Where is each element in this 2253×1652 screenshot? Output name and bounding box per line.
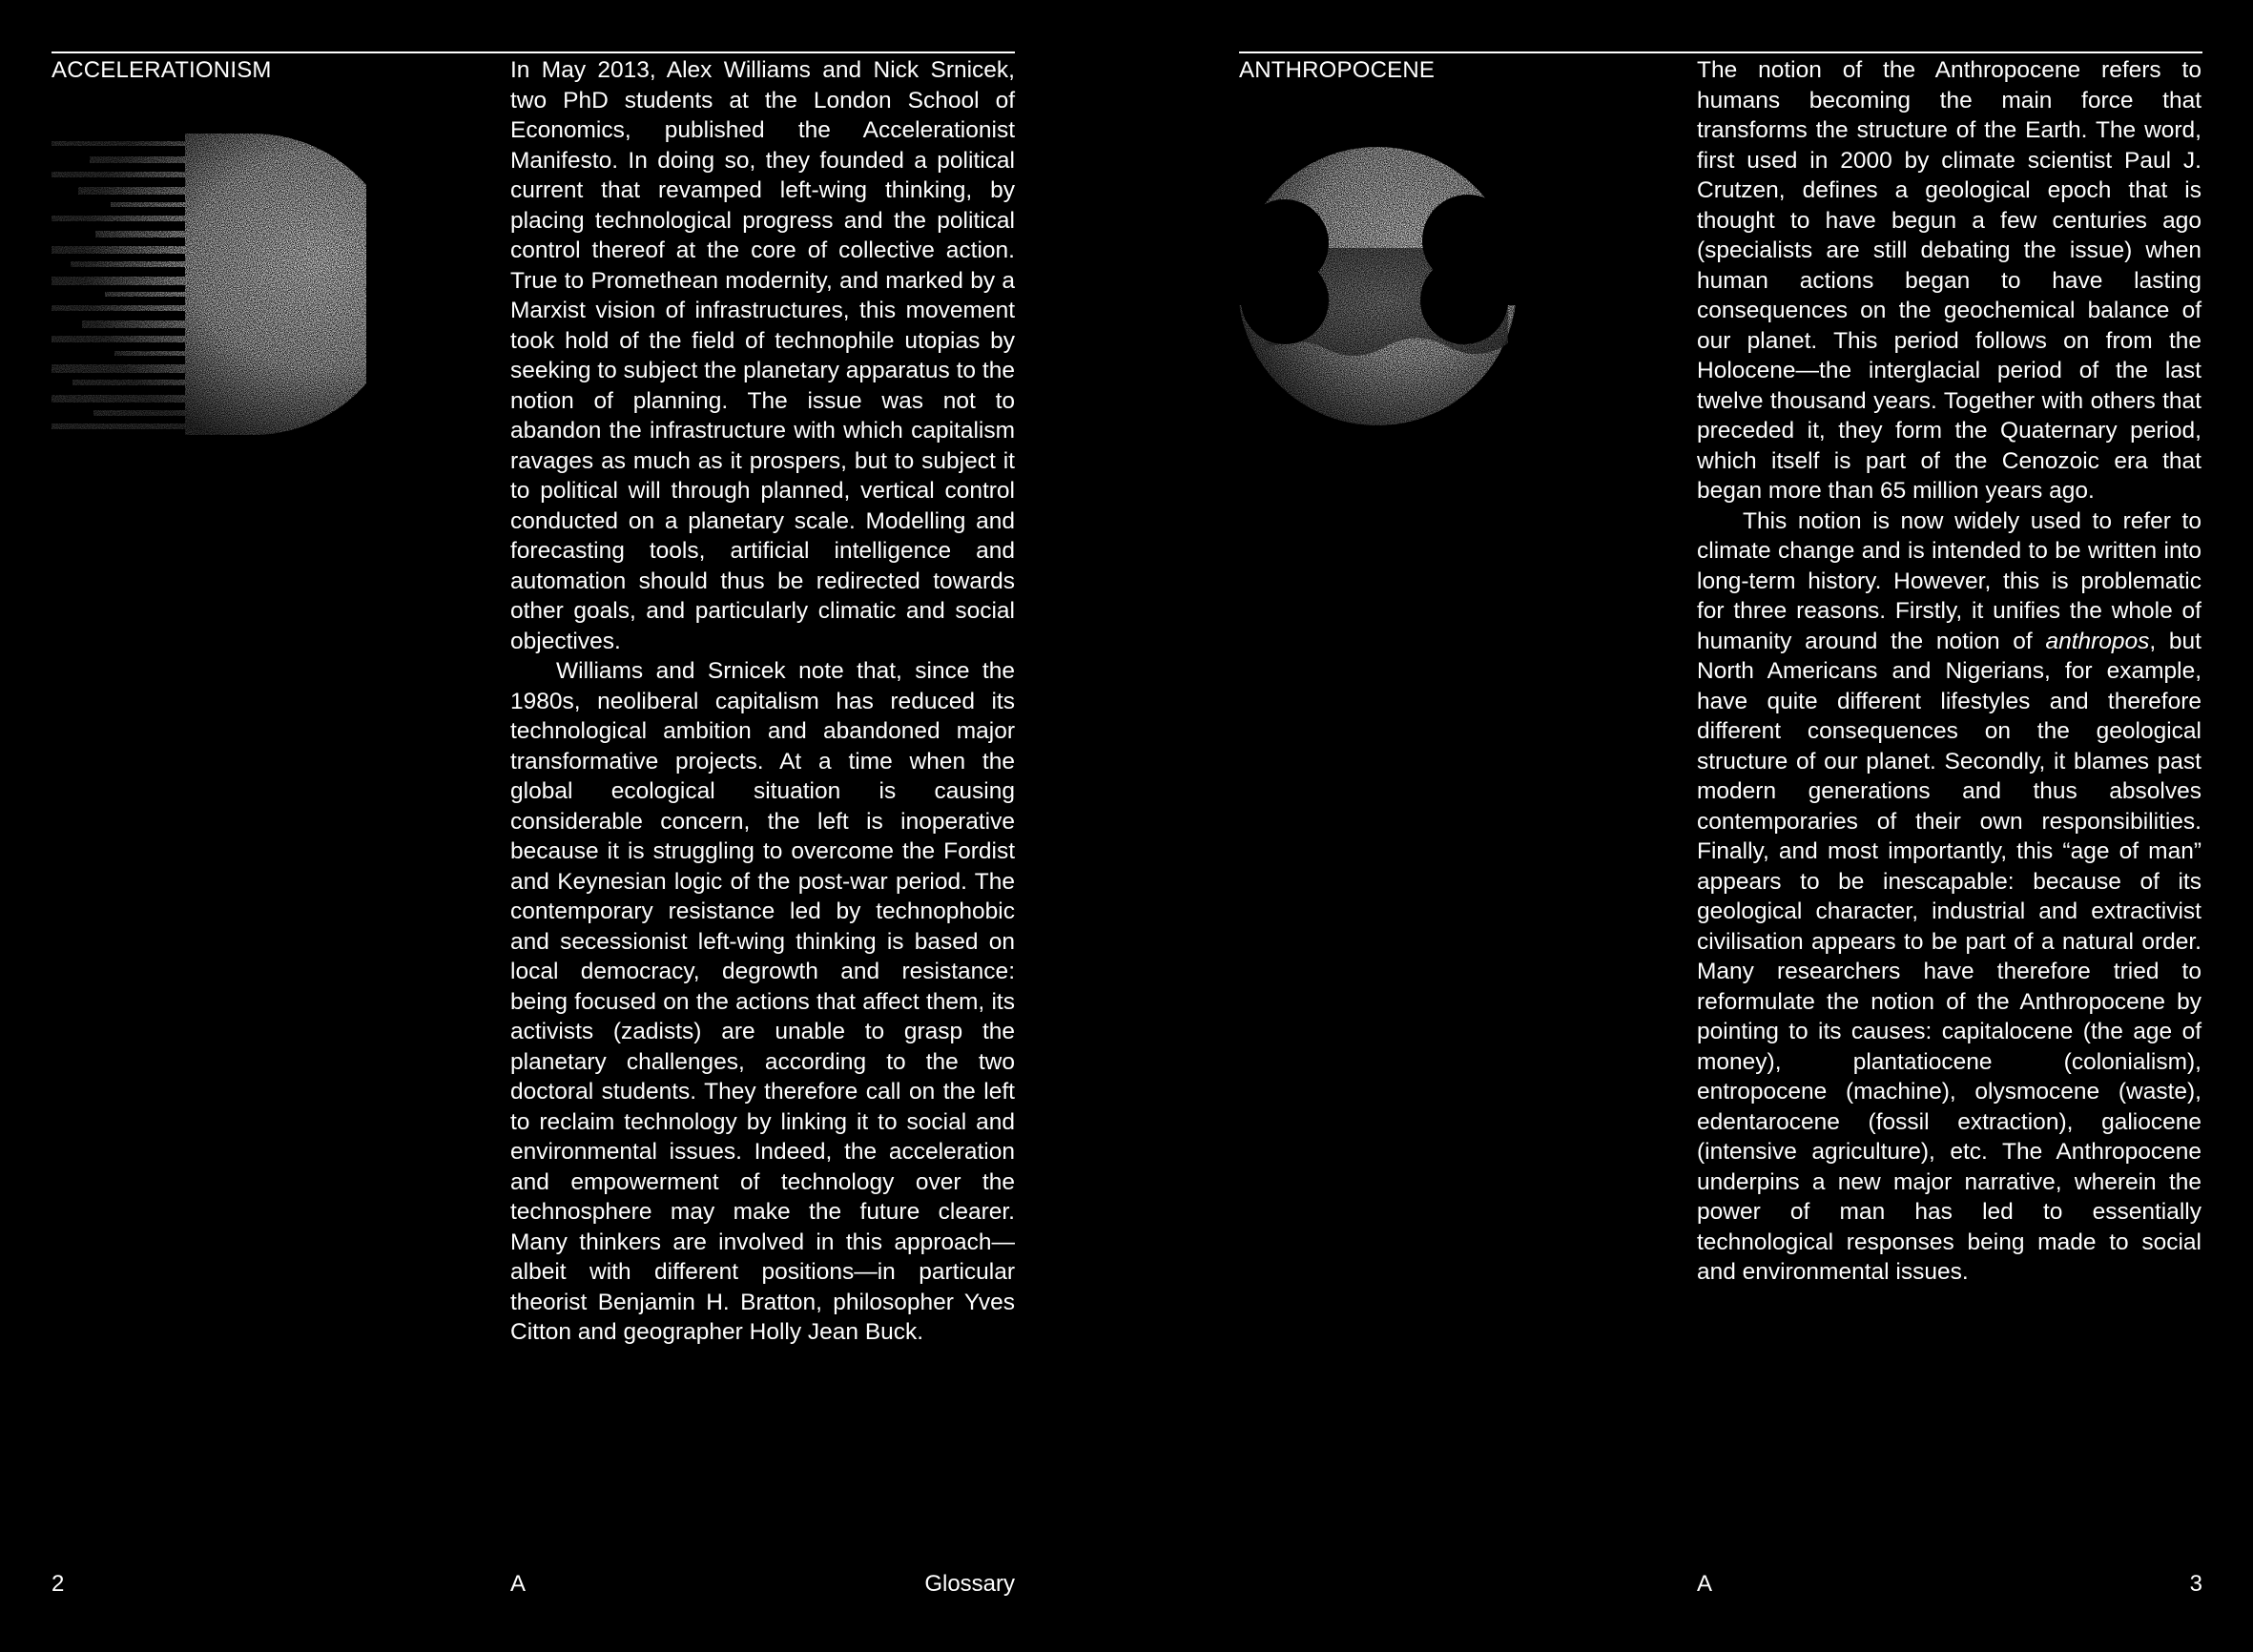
body-paragraph: Williams and Srnicek note that, since the 1980s, neoliberal capitalism has reduced its technological ambition and abandoned major transformative projects. At a time when the global ecological situation is causing considerable concern, the left is inoperative because it is struggling to overcome the Fordist and Keynesian logic of the post-war period. The contemporary resistance led by technophobic and secessionist left-wing thinking is based on local democracy, degrowth and resistance: being focused on the actions that affect them, its activists (zadists) are unable to grasp the planetary challenges, according to the two doctoral students. They therefore call on the left to reclaim technology by linking it to social and environmental issues. Indeed, the acceleration and empowerment of technology over the technosphere may make the future clearer. Many thinkers are involved in this approach—albeit with different positions—in particular theorist Benjamin H. Bratton, philosopher Yves Citton and geographer Holly Jean Buck. (510, 658, 1015, 1345)
body-paragraph: In May 2013, Alex Williams and Nick Srnicek, two PhD students at the London School of Economics, published the Accelerationist Manifesto. In doing so, they founded a political current that revamped left-wing thinking, by placing technological progress and the political control thereof at the core of collective action. True to Promethean modernity, and marked by a Marxist vision of infrastructures, this movement took hold of the field of technophile utopias by seeking to subject the planetary apparatus to the notion of planning. The issue was not to abandon the infrastructure with which capitalism ravages as much as it prospers, but to subject it to political will through planned, vertical control conducted on a planetary scale. Modelling and forecasting tools, artificial intelligence and automation should thus be redirected towards other goals, and particularly climatic and social objectives. (510, 57, 1015, 654)
entry-term: ACCELERATIONISM (52, 57, 272, 83)
emphasis-term: anthropos (2045, 628, 2150, 654)
section-letter: A (1697, 1571, 1713, 1597)
anthropocene-illustration (1239, 134, 1554, 439)
body-paragraph: The notion of the Anthropocene refers to humans becoming the main force that transforms the structure of the Earth. The word, first used in 2000 by climate scientist Paul J. Crutzen, defines a geological epoch that is thought to have begun a few centuries ago (specialists are still debating the issue) when human actions began to have lasting consequences on the geochemical balance of our planet. This period follows on from the Holocene—the interglacial period of the last twelve thousand years. Together with others that preceded it, they form the Quaternary period, which itself is part of the Cenozoic era that began more than 65 million years ago. (1697, 57, 2201, 504)
section-letter: A (510, 1571, 527, 1597)
body-paragraph (1697, 506, 2201, 1288)
body-text: This notion is now widely used to refer to climate change and is intended to be written into long-term history. However, this is problematic for three reasons. Firstly, it unifies the whole of humanity around the notion of (1697, 507, 2201, 654)
left-page (0, 0, 1126, 1652)
body-text: , but North Americans and Nigerians, for example, have quite different lifestyles and therefore different consequences on the geological structure of our planet. Secondly, it blames past modern generations and thus absolves contemporaries of their own responsibilities. Finally, and most importantly, this “age of man” appears to be inescapable: because of its geological character, industrial and extractivist civilisation appears to be part of a natural order. Many researchers have therefore tried to reformulate the notion of the Anthropocene by pointing to its causes: capitalocene (the age of money), plantatiocene (colonialism), entropocene (machine), olysmocene (waste), edentarocene (fossil extraction), galiocene (intensive agriculture), etc. The Anthropocene underpins a new major narrative, wherein the power of man has led to essentially technological responses being made to social and environmental issues. (1697, 628, 2201, 1285)
entry-body (1697, 55, 2201, 1288)
top-rule (52, 52, 1015, 53)
page-number: 3 (2189, 1571, 2202, 1597)
right-page (1126, 0, 2253, 1652)
accelerationism-illustration (52, 134, 366, 439)
entry-body (510, 55, 1015, 1348)
top-rule (1239, 52, 2202, 53)
running-header: Glossary (924, 1571, 1015, 1597)
page-number: 2 (52, 1571, 65, 1597)
entry-term: ANTHROPOCENE (1239, 57, 1436, 83)
